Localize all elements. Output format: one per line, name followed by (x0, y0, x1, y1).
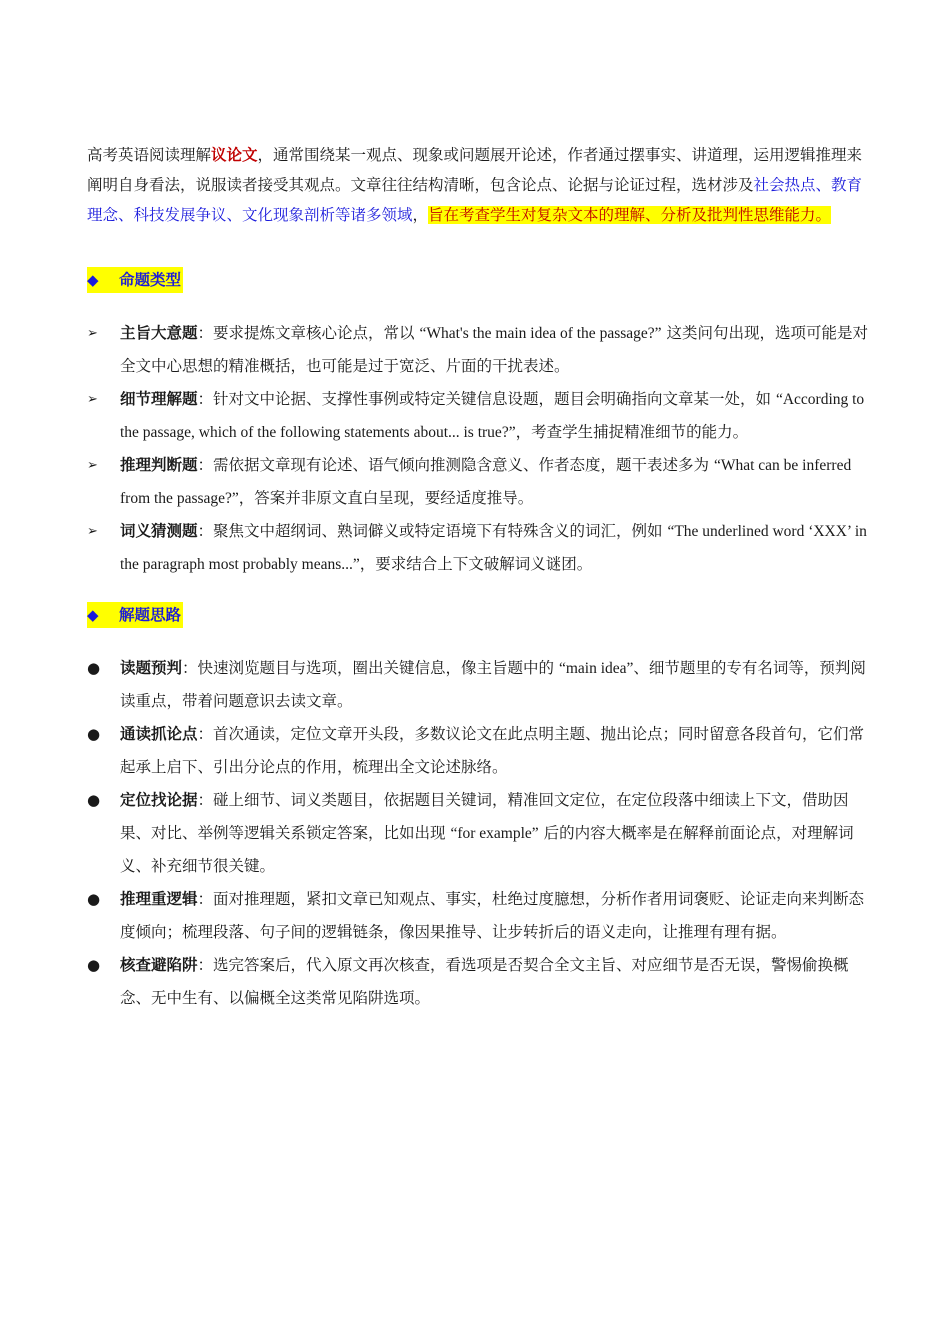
intro-text-2: ，通常围绕某一观点、现象或问题展开论述，作者通过摆事实、讲道理，运用逻辑推理来阐明自身看法，说服读者接受其观点。文章往往结构清晰，包含论点、论据与论证过程，选材涉及 (87, 146, 863, 194)
item-english-example: “According to the passage, which of the following statements about... is true?” (120, 391, 865, 441)
item-text: ：面对推理题，紧扣文章已知观点、事实，杜绝过度臆想，分析作者用词褒贬、论证走向来判断态度倾向；梳理段落、句子间的逻辑链条，像因果推导、让步转折后的语义走向，让推理有理有据。 (120, 890, 865, 941)
item-term: 通读抓论点 (120, 725, 198, 743)
item-text: ：针对文中论据、支撑性事例或特定关键信息设题，题目会明确指向文章某一处，如 (197, 390, 776, 408)
item-text-continued: ，答案并非原文直白呈现，要经适度推导。 (238, 489, 534, 507)
section-title: 解题思路 (119, 606, 182, 624)
intro-keyword: 议论文 (211, 146, 258, 164)
list-item (87, 652, 877, 718)
intro-topics: 社会热点、教育理念、科技发展争议、文化现象剖析等诸多领域 (87, 176, 863, 224)
item-english-example: “main idea” (558, 660, 634, 677)
item-term: 主旨大意题 (120, 324, 198, 342)
intro-text-3: ， (412, 206, 429, 224)
item-text-continued: ，考查学生捕捉精准细节的能力。 (515, 423, 749, 441)
arrow-bullet-icon: ➢ (87, 458, 98, 473)
dot-bullet-icon: ● (87, 956, 101, 974)
item-text-continued: 这类问句出现，选项可能是对全文中心思想的精准概括，也可能是过于宽泛、片面的干扰表述。 (120, 324, 868, 375)
item-text: ：需依据文章现有论述、语气倾向推测隐含意义、作者态度，题干表述多为 (197, 456, 714, 474)
list-item (87, 383, 877, 449)
list-item (87, 515, 877, 581)
item-text: ：要求提炼文章核心论点，常以 (197, 324, 420, 342)
section-heading-strategies (87, 602, 877, 628)
list-item (87, 949, 877, 1015)
item-term: 读题预判 (120, 659, 183, 677)
list-item (87, 718, 877, 784)
item-english-example: “What's the main idea of the passage?” (419, 325, 662, 342)
item-english-example: “for example” (450, 825, 539, 842)
arrow-bullet-icon: ➢ (87, 326, 98, 341)
question-types-list (87, 317, 877, 581)
item-term: 推理判断题 (120, 456, 198, 474)
strategies-list (87, 652, 877, 1015)
item-text-continued: 、细节题里的专有名词等，预判阅读重点，带着问题意识去读文章。 (120, 659, 866, 710)
item-term: 推理重逻辑 (120, 890, 198, 908)
list-item (87, 449, 877, 515)
document-page (87, 140, 877, 1015)
dot-bullet-icon: ● (87, 890, 101, 908)
item-text: ：选完答案后，代入原文再次核查，看选项是否契合全文主旨、对应细节是否无误，警惕偷换概念、无中生有、以偏概全这类常见陷阱选项。 (120, 956, 849, 1007)
intro-paragraph (87, 140, 877, 230)
arrow-bullet-icon: ➢ (87, 524, 98, 539)
dot-bullet-icon: ● (87, 791, 101, 809)
list-item (87, 784, 877, 883)
item-term: 定位找论据 (120, 791, 198, 809)
item-text: ：首次通读，定位文章开头段，多数议论文在此点明主题、抛出论点；同时留意各段首句，它们常起承上启下、引出分论点的作用，梳理出全文论述脉络。 (120, 725, 865, 776)
item-english-example: “The underlined word ‘XXX’ in the paragraph most probably means...” (120, 523, 867, 573)
arrow-bullet-icon: ➢ (87, 392, 98, 407)
section-title: 命题类型 (119, 271, 182, 289)
dot-bullet-icon: ● (87, 725, 101, 743)
diamond-bullet-icon: ◆ (87, 271, 99, 289)
item-text: ：碰上细节、词义类题目，依据题目关键词，精准回文定位，在定位段落中细读上下文，借助因果、对比、举例等逻辑关系锁定答案，比如出现 (120, 791, 849, 842)
item-term: 核查避陷阱 (120, 956, 198, 974)
intro-text-1: 高考英语阅读理解 (87, 146, 212, 164)
item-term: 词义猜测题 (120, 522, 198, 540)
dot-bullet-icon: ● (87, 659, 101, 677)
item-text: ：快速浏览题目与选项，圈出关键信息，像主旨题中的 (182, 659, 559, 677)
item-text-continued: 后的内容大概率是在解释前面论点，对理解词义、补充细节很关键。 (120, 824, 854, 875)
item-english-example: “What can be inferred from the passage?” (120, 457, 852, 507)
item-term: 细节理解题 (120, 390, 198, 408)
section-heading-question-types (87, 267, 877, 293)
intro-highlight: 旨在考查学生对复杂文本的理解、分析及批判性思维能力。 (428, 206, 832, 224)
diamond-bullet-icon: ◆ (87, 606, 99, 624)
item-text-continued: ，要求结合上下文破解词义谜团。 (359, 555, 593, 573)
list-item (87, 317, 877, 383)
item-text: ：聚焦文中超纲词、熟词僻义或特定语境下有特殊含义的词汇，例如 (197, 522, 668, 540)
list-item (87, 883, 877, 949)
